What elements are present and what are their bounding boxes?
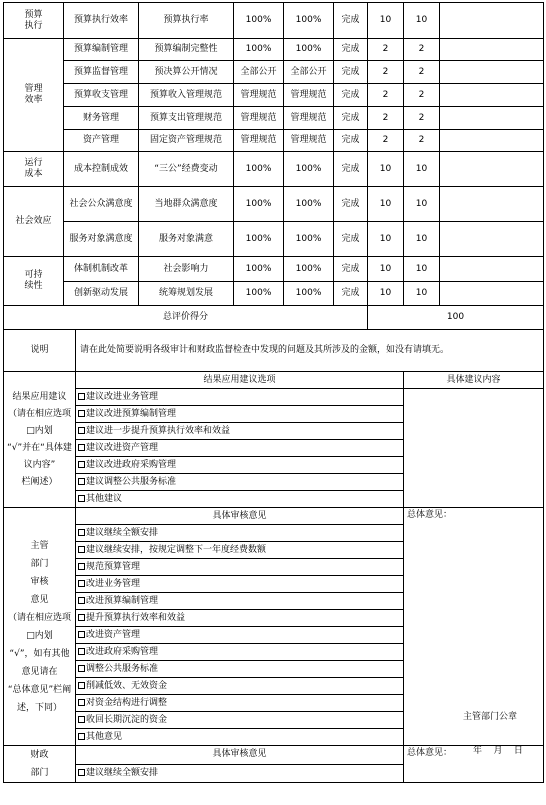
result-options-header: 结果应用建议选项: [76, 372, 404, 389]
option-label: 建议继续全额安排: [86, 527, 159, 538]
weight-cell: 2: [368, 39, 404, 61]
option-label: 改进业务管理: [86, 578, 141, 589]
checkbox[interactable]: [78, 769, 85, 776]
target-value-cell: 100%: [234, 3, 284, 39]
status-cell: 完成: [334, 61, 368, 84]
total-row: [4, 306, 544, 330]
checkbox-option[interactable]: [76, 661, 404, 678]
option-label: 建议调整公共服务标准: [86, 476, 177, 487]
checkbox-option[interactable]: [76, 764, 404, 783]
sub-indicator-cell: 成本控制成效: [64, 152, 139, 187]
result-option-row: [4, 389, 544, 406]
score-cell: 2: [404, 39, 440, 61]
checkbox[interactable]: [78, 665, 85, 672]
checkbox[interactable]: [78, 614, 85, 621]
weight-cell: 2: [368, 107, 404, 130]
target-value-cell: 管理规范: [234, 130, 284, 152]
status-cell: 完成: [334, 257, 368, 282]
option-label: 其他意见: [86, 731, 123, 742]
checkbox[interactable]: [78, 393, 85, 400]
checkbox[interactable]: [78, 682, 85, 689]
weight-cell: 10: [368, 222, 404, 257]
checkbox[interactable]: [78, 427, 85, 434]
checkbox[interactable]: [78, 529, 85, 536]
checkbox[interactable]: [78, 495, 85, 502]
checkbox-option[interactable]: [76, 406, 404, 423]
option-label: 规范预算管理: [86, 561, 141, 572]
indicator-cell: 社会影响力: [139, 257, 234, 282]
checkbox-option[interactable]: [76, 712, 404, 729]
checkbox-option[interactable]: [76, 542, 404, 559]
checkbox-option[interactable]: [76, 525, 404, 542]
indicator-cell: 当地群众满意度: [139, 187, 234, 222]
empty-cell: [440, 282, 544, 306]
checkbox-option[interactable]: [76, 423, 404, 440]
status-cell: 完成: [334, 84, 368, 107]
supervisor-overall-opinion: 总体意见：: [404, 508, 544, 746]
checkbox-option[interactable]: [76, 695, 404, 712]
supervisor-header-row: [4, 508, 544, 525]
actual-value-cell: 100%: [284, 3, 334, 39]
weight-cell: 10: [368, 3, 404, 39]
supervisor-label: 主管 部门 审核 意见 （请在相应选项□内划 “√”，如有其他意见请在 “总体意见”栏阐述，下同）: [4, 508, 76, 746]
perf-row: [4, 107, 544, 130]
explain-row: [4, 330, 544, 372]
checkbox[interactable]: [78, 733, 85, 740]
status-cell: 完成: [334, 107, 368, 130]
option-label: 建议进一步提升预算执行效率和效益: [86, 425, 231, 436]
option-label: 削减低效、无效资金: [86, 680, 168, 691]
actual-value-cell: 100%: [284, 187, 334, 222]
checkbox[interactable]: [78, 631, 85, 638]
checkbox-option[interactable]: [76, 729, 404, 746]
actual-value-cell: 全部公开: [284, 61, 334, 84]
checkbox[interactable]: [78, 699, 85, 706]
option-label: 改进预算编制管理: [86, 595, 159, 606]
weight-cell: 2: [368, 61, 404, 84]
option-label: 改进政府采购管理: [86, 646, 159, 657]
status-cell: 完成: [334, 222, 368, 257]
actual-value-cell: 100%: [284, 222, 334, 257]
target-value-cell: 全部公开: [234, 61, 284, 84]
checkbox[interactable]: [78, 580, 85, 587]
weight-cell: 2: [368, 84, 404, 107]
checkbox[interactable]: [78, 563, 85, 570]
score-cell: 10: [404, 257, 440, 282]
score-cell: 10: [404, 152, 440, 187]
sub-indicator-cell: 创新驱动发展: [64, 282, 139, 306]
target-value-cell: 100%: [234, 222, 284, 257]
checkbox[interactable]: [78, 410, 85, 417]
option-label: 建议继续全额安排: [86, 767, 159, 778]
sub-indicator-cell: 预算监督管理: [64, 61, 139, 84]
checkbox-option[interactable]: [76, 474, 404, 491]
checkbox-option[interactable]: [76, 678, 404, 695]
checkbox-option[interactable]: [76, 627, 404, 644]
checkbox[interactable]: [78, 461, 85, 468]
status-cell: 完成: [334, 187, 368, 222]
category-cell: 运行 成本: [4, 152, 64, 187]
indicator-cell: “三公”经费变动: [139, 152, 234, 187]
checkbox-option[interactable]: [76, 491, 404, 508]
status-cell: 完成: [334, 3, 368, 39]
score-cell: 10: [404, 3, 440, 39]
sub-indicator-cell: 体制机制改革: [64, 257, 139, 282]
indicator-cell: 预算支出管理规范: [139, 107, 234, 130]
checkbox[interactable]: [78, 478, 85, 485]
sub-indicator-cell: 资产管理: [64, 130, 139, 152]
option-label: 其他建议: [86, 493, 123, 504]
perf-row: [4, 257, 544, 282]
explain-text: 请在此处简要说明各级审计和财政监督检查中发现的问题及其所涉及的金额，如没有请填无。: [76, 330, 544, 372]
empty-cell: [440, 84, 544, 107]
category-cell: 管理 效率: [4, 39, 64, 152]
category-cell: 可持 续性: [4, 257, 64, 306]
checkbox-option[interactable]: [76, 440, 404, 457]
checkbox-option[interactable]: [76, 610, 404, 627]
score-cell: 10: [404, 187, 440, 222]
evaluation-form: [3, 2, 543, 783]
perf-row: [4, 130, 544, 152]
evaluation-table: [3, 2, 544, 783]
checkbox[interactable]: [78, 546, 85, 553]
perf-row: [4, 187, 544, 222]
checkbox-option[interactable]: [76, 559, 404, 576]
checkbox[interactable]: [78, 648, 85, 655]
total-score: 100: [368, 306, 544, 330]
category-cell: 社会效应: [4, 187, 64, 257]
seal-label: 主管部门公章: [463, 712, 518, 722]
sub-indicator-cell: 财务管理: [64, 107, 139, 130]
score-cell: 2: [404, 130, 440, 152]
option-label: 调整公共服务标准: [86, 663, 159, 674]
checkbox-option[interactable]: [76, 644, 404, 661]
target-value-cell: 100%: [234, 257, 284, 282]
empty-cell: [440, 187, 544, 222]
supervisor-options-header: 具体审核意见: [76, 508, 404, 525]
weight-cell: 10: [368, 257, 404, 282]
option-label: 建议改进资产管理: [86, 442, 159, 453]
empty-cell: [440, 107, 544, 130]
explain-label: 说明: [4, 330, 76, 372]
perf-row: [4, 84, 544, 107]
empty-cell: [440, 152, 544, 187]
indicator-cell: 固定资产管理规范: [139, 130, 234, 152]
sub-indicator-cell: 预算收支管理: [64, 84, 139, 107]
score-cell: 10: [404, 282, 440, 306]
indicator-cell: 预算执行率: [139, 3, 234, 39]
status-cell: 完成: [334, 39, 368, 61]
option-label: 建议改进政府采购管理: [86, 459, 177, 470]
actual-value-cell: 管理规范: [284, 107, 334, 130]
finance-header-row: [4, 746, 544, 765]
result-content-header: 具体建议内容: [404, 372, 544, 389]
sub-indicator-cell: 服务对象满意度: [64, 222, 139, 257]
target-value-cell: 100%: [234, 187, 284, 222]
perf-row: [4, 282, 544, 306]
option-label: 收回长期沉淀的资金: [86, 714, 168, 725]
perf-row: [4, 222, 544, 257]
result-label: 结果应用建议 （请在相应选项□内划 “√”并在“具体建议内容” 栏阐述）: [4, 372, 76, 508]
indicator-cell: 服务对象满意: [139, 222, 234, 257]
indicator-cell: 预算收入管理规范: [139, 84, 234, 107]
score-cell: 2: [404, 84, 440, 107]
perf-row: [4, 152, 544, 187]
weight-cell: 2: [368, 130, 404, 152]
perf-row: [4, 39, 544, 61]
indicator-cell: 统筹规划发展: [139, 282, 234, 306]
target-value-cell: 100%: [234, 282, 284, 306]
sub-indicator-cell: 预算编制管理: [64, 39, 139, 61]
empty-cell: [440, 3, 544, 39]
checkbox[interactable]: [78, 716, 85, 723]
score-cell: 2: [404, 107, 440, 130]
status-cell: 完成: [334, 282, 368, 306]
status-cell: 完成: [334, 130, 368, 152]
option-label: 建议继续安排，按规定调整下一年度经费数额: [86, 544, 267, 555]
finance-label: 财政 部门: [4, 746, 76, 783]
actual-value-cell: 100%: [284, 282, 334, 306]
actual-value-cell: 管理规范: [284, 84, 334, 107]
date-label: 年 月 日: [473, 746, 523, 756]
sub-indicator-cell: 社会公众满意度: [64, 187, 139, 222]
total-label: 总评价得分: [4, 306, 368, 330]
weight-cell: 10: [368, 152, 404, 187]
empty-cell: [440, 222, 544, 257]
checkbox-option[interactable]: [76, 457, 404, 474]
checkbox[interactable]: [78, 444, 85, 451]
option-label: 改进资产管理: [86, 629, 141, 640]
target-value-cell: 100%: [234, 39, 284, 61]
finance-overall-opinion: 总体意见：: [404, 746, 544, 783]
category-cell: 预算 执行: [4, 3, 64, 39]
checkbox[interactable]: [78, 597, 85, 604]
checkbox-option[interactable]: [76, 389, 404, 406]
result-header-row: [4, 372, 544, 389]
target-value-cell: 管理规范: [234, 84, 284, 107]
score-cell: 10: [404, 222, 440, 257]
indicator-cell: 预算编制完整性: [139, 39, 234, 61]
empty-cell: [440, 39, 544, 61]
option-label: 建议改进业务管理: [86, 391, 159, 402]
status-cell: 完成: [334, 152, 368, 187]
checkbox-option[interactable]: [76, 576, 404, 593]
perf-row: [4, 61, 544, 84]
empty-cell: [440, 61, 544, 84]
sub-indicator-cell: 预算执行效率: [64, 3, 139, 39]
option-label: 对资金结构进行调整: [86, 697, 168, 708]
option-label: 提升预算执行效率和效益: [86, 612, 186, 623]
weight-cell: 10: [368, 187, 404, 222]
finance-options-header: 具体审核意见: [76, 746, 404, 765]
weight-cell: 10: [368, 282, 404, 306]
target-value-cell: 100%: [234, 152, 284, 187]
empty-cell: [440, 257, 544, 282]
score-cell: 2: [404, 61, 440, 84]
actual-value-cell: 100%: [284, 152, 334, 187]
target-value-cell: 管理规范: [234, 107, 284, 130]
checkbox-option[interactable]: [76, 593, 404, 610]
indicator-cell: 预决算公开情况: [139, 61, 234, 84]
actual-value-cell: 100%: [284, 257, 334, 282]
actual-value-cell: 100%: [284, 39, 334, 61]
empty-cell: [440, 130, 544, 152]
actual-value-cell: 管理规范: [284, 130, 334, 152]
result-content-area: [404, 389, 544, 508]
perf-row: [4, 3, 544, 39]
option-label: 建议改进预算编制管理: [86, 408, 177, 419]
